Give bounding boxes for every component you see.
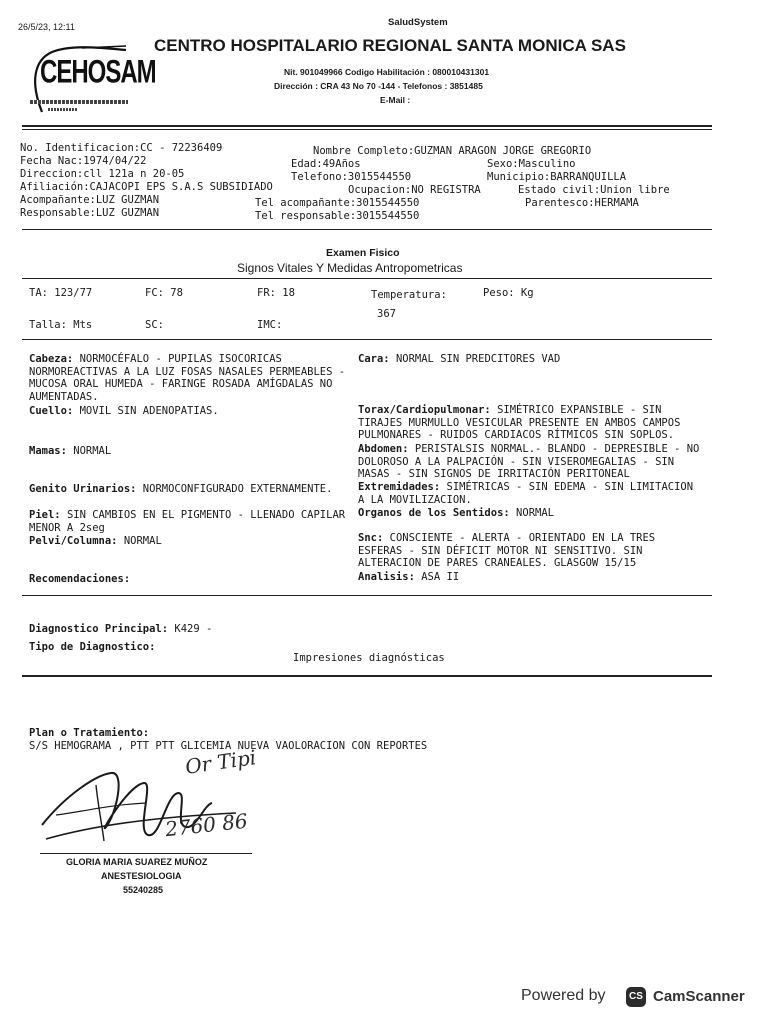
patient-id: No. Identificacion:CC - 72236409 (20, 142, 223, 154)
patient-birth-date: Fecha Nac:1974/04/22 (20, 155, 147, 167)
patient-phone: Telefono:3015544550 (291, 171, 412, 183)
logo-wordmark: CEHOSAM (40, 54, 156, 91)
header-divider (22, 125, 712, 127)
finding-pelvi: Pelvi/Columna: NORMAL (29, 535, 162, 547)
handwritten-note: Or Tipi (183, 745, 258, 779)
handwritten-number: 2760 86 (163, 808, 249, 842)
institution-address: Dirección : CRA 43 No 70 -144 - Telefonos : 3851485 (274, 81, 483, 91)
patient-kinship: Parentesco:HERMAMA (525, 197, 639, 209)
signer-registration: 55240285 (123, 885, 164, 895)
exam-subtitle: Signos Vitales Y Medidas Antropometricas (237, 261, 463, 275)
patient-occupation: Ocupacion:NO REGISTRA (348, 184, 481, 196)
patient-companion: Acompañante:LUZ GUZMAN (20, 194, 160, 206)
camscanner-logo-icon: CS (626, 986, 646, 1007)
vital-height: Talla: Mts (29, 319, 93, 331)
finding-abdomen: Abdomen: PERISTALSIS NORMAL.- BLANDO - DEPRESIBLE - NO DOLOROSO A LA PALPACIÓN - SIN VISEROMEGALIAS - SIN MASAS - SIN SIGNOS DE IRRITACIÓN PERITONEAL (358, 443, 700, 481)
watermark-brand: CamScanner (653, 988, 745, 1005)
patient-responsible-phone: Tel responsable:3015544550 (255, 210, 420, 222)
finding-snc: Snc: CONSCIENTE - ALERTA - ORIENTADO EN LA TRES ESFERAS - SIN DÉFICIT MOTOR NI SENSITIVO. SIN ALTERACION DE PARES CRANEALES. GLASGOW 15/15 (358, 532, 656, 570)
vital-fr: FR: 18 (257, 287, 295, 299)
vital-ta: TA: 123/77 (29, 287, 93, 299)
finding-mamas: Mamas: NORMAL (29, 445, 112, 457)
header-divider-thin (22, 129, 712, 130)
patient-full-name: Nombre Completo:GUZMAN ARAGON JORGE GREGORIO (313, 145, 592, 157)
signature-line (40, 853, 252, 854)
print-datetime: 26/5/23, 12:11 (18, 22, 75, 32)
patient-divider (22, 229, 712, 230)
patient-companion-phone: Tel acompañante:3015544550 (255, 197, 420, 209)
finding-torax: Torax/Cardiopulmonar: SIMÉTRICO EXPANSIBLE - SIN TIRAJES MURMULLO VESICULAR PRESENTE EN AMBOS CAMPOS PULMONARES - RUIDOS CARDIACOS RÍTMICOS SIN SOPLOS. (358, 404, 681, 442)
diagnosis-principal: Diagnostico Principal: K429 - (29, 623, 213, 635)
finding-extremidades: Extremidades: SIMÉTRICAS - SIN EDEMA - SIN LIMITACION A LA MOVILIZACION. (358, 481, 694, 506)
diagnosis-impressions: Impresiones diagnósticas (293, 652, 445, 664)
signer-specialty: ANESTESIOLOGIA (101, 871, 182, 881)
finding-cuello: Cuello: MOVIL SIN ADENOPATIAS. (29, 405, 219, 417)
institution-email: E-Mail : (380, 95, 411, 105)
finding-analisis: Analisis: ASA II (358, 571, 460, 583)
vital-fc: FC: 78 (145, 287, 183, 299)
vitals-divider (22, 339, 712, 340)
vital-sc: SC: (145, 319, 164, 331)
findings-divider (22, 595, 712, 596)
patient-age: Edad:49Años (291, 158, 361, 170)
system-name: SaludSystem (388, 17, 448, 28)
institution-name: CENTRO HOSPITALARIO REGIONAL SANTA MONICA SAS (154, 36, 626, 55)
institution-logo (22, 42, 156, 120)
finding-cabeza: Cabeza: NORMOCÉFALO - PUPILAS ISOCORICAS NORMOREACTIVAS A LA LUZ FOSAS NASALES PERMEABLES - MUCOSA ORAL HUMEDA - FARINGE ROSADA AMÍGDALAS NO AUMENTADAS. (29, 353, 346, 403)
patient-affiliation: Afiliación:CAJACOPI EPS S.A.S SUBSIDIADO (20, 181, 273, 193)
patient-address: Direccion:cll 121a n 20-05 (20, 168, 185, 180)
vital-imc: IMC: (257, 319, 283, 331)
vital-temperature-value: 367 (377, 308, 396, 320)
exam-title: Examen Fisico (326, 247, 400, 259)
exam-divider (22, 278, 712, 279)
finding-recomendaciones: Recomendaciones: (29, 573, 131, 585)
diagnosis-divider (22, 675, 712, 677)
diagnosis-type: Tipo de Diagnostico: (29, 641, 156, 653)
patient-sex: Sexo:Masculino (487, 158, 576, 170)
finding-genito: Genito Urinarios: NORMOCONFIGURADO EXTERNAMENTE. (29, 483, 333, 495)
vital-temperature-label: Temperatura: (371, 289, 447, 301)
finding-piel: Piel: SIN CAMBIOS EN EL PIGMENTO - LLENADO CAPILAR MENOR A 2seg (29, 509, 346, 534)
plan-text: S/S HEMOGRAMA , PTT PTT GLICEMIA NUEVA VAOLORACION CON REPORTES (29, 740, 428, 752)
signer-name: GLORIA MARIA SUAREZ MUÑOZ (66, 857, 208, 867)
patient-municipality: Municipio:BARRANQUILLA (487, 171, 627, 183)
watermark-powered-by: Powered by (521, 987, 606, 1004)
institution-nit: Nit. 901049966 Codigo Habilitación : 080010431301 (284, 67, 490, 77)
vital-weight: Peso: Kg (483, 287, 534, 299)
patient-responsible: Responsable:LUZ GUZMAN (20, 207, 160, 219)
patient-civil-status: Estado civil:Union libre (518, 184, 670, 196)
finding-sentidos: Organos de los Sentidos: NORMAL (358, 507, 554, 519)
plan-label: Plan o Tratamiento: (29, 727, 150, 739)
finding-cara: Cara: NORMAL SIN PREDCITORES VAD (358, 353, 561, 365)
signature-scribble (36, 755, 256, 855)
